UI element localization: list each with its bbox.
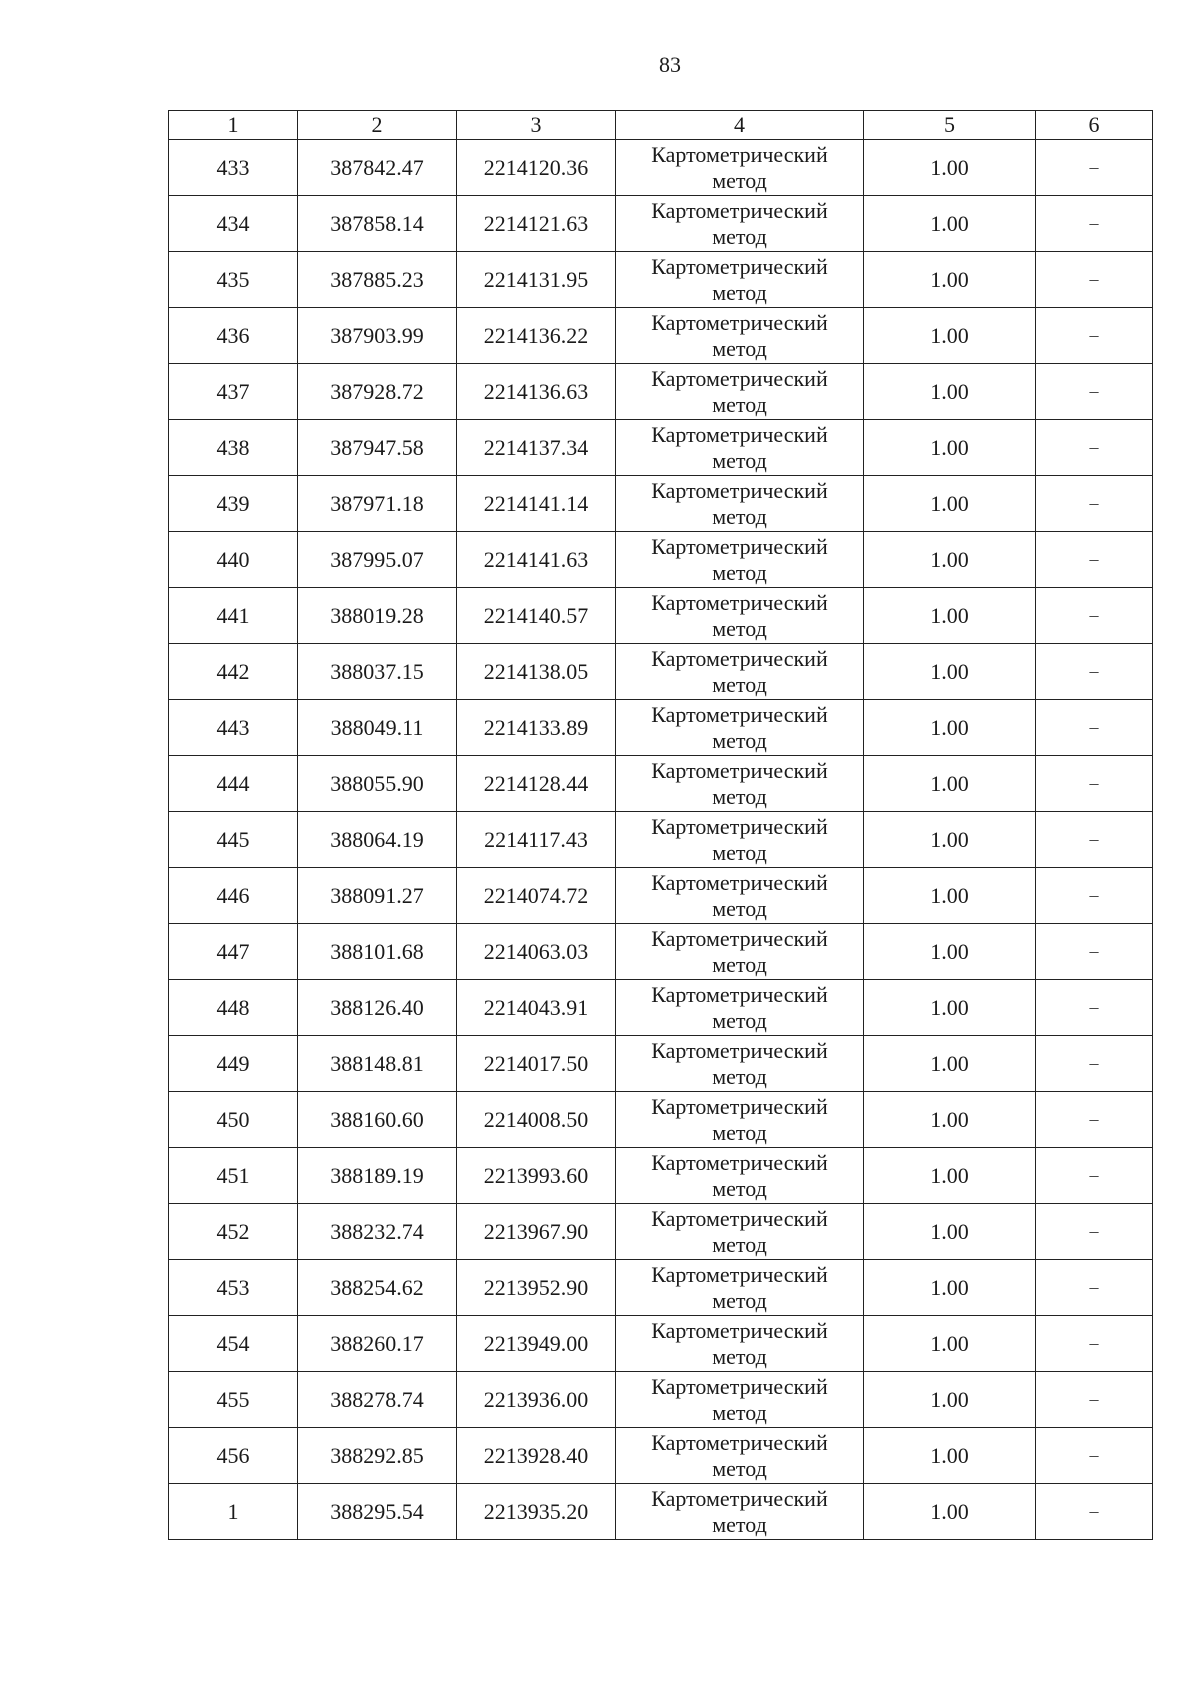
y-coordinate-cell: 2214121.63 bbox=[457, 196, 616, 252]
table-row bbox=[169, 140, 1153, 196]
note-cell: – bbox=[1036, 644, 1153, 700]
note-cell: – bbox=[1036, 1036, 1153, 1092]
table-row bbox=[169, 700, 1153, 756]
method-cell bbox=[616, 1316, 864, 1372]
method-line-2: метод bbox=[712, 895, 767, 921]
method-line-2: метод bbox=[712, 1063, 767, 1089]
note-cell: – bbox=[1036, 1260, 1153, 1316]
header-col-2: 2 bbox=[298, 111, 457, 140]
note-cell: – bbox=[1036, 364, 1153, 420]
note-cell: – bbox=[1036, 980, 1153, 1036]
note-cell: – bbox=[1036, 1484, 1153, 1540]
table-row bbox=[169, 364, 1153, 420]
point-number-cell: 441 bbox=[169, 588, 298, 644]
header-col-6: 6 bbox=[1036, 111, 1153, 140]
x-coordinate-cell: 387842.47 bbox=[298, 140, 457, 196]
x-coordinate-cell: 388292.85 bbox=[298, 1428, 457, 1484]
accuracy-cell: 1.00 bbox=[864, 588, 1036, 644]
table-row bbox=[169, 1092, 1153, 1148]
method-line-2: метод bbox=[712, 951, 767, 977]
method-line-1: Картометрический bbox=[651, 477, 828, 503]
note-cell: – bbox=[1036, 1372, 1153, 1428]
method-line-1: Картометрический bbox=[651, 1205, 828, 1231]
method-cell bbox=[616, 1148, 864, 1204]
y-coordinate-cell: 2214017.50 bbox=[457, 1036, 616, 1092]
method-line-1: Картометрический bbox=[651, 1429, 828, 1455]
y-coordinate-cell: 2213949.00 bbox=[457, 1316, 616, 1372]
point-number-cell: 456 bbox=[169, 1428, 298, 1484]
x-coordinate-cell: 388148.81 bbox=[298, 1036, 457, 1092]
method-cell bbox=[616, 1260, 864, 1316]
y-coordinate-cell: 2214063.03 bbox=[457, 924, 616, 980]
method-line-2: метод bbox=[712, 1399, 767, 1425]
method-line-1: Картометрический bbox=[651, 645, 828, 671]
method-line-1: Картометрический bbox=[651, 141, 828, 167]
header-col-4: 4 bbox=[616, 111, 864, 140]
point-number-cell: 436 bbox=[169, 308, 298, 364]
method-line-2: метод bbox=[712, 1287, 767, 1313]
coordinates-table bbox=[168, 110, 1153, 1540]
table-row bbox=[169, 476, 1153, 532]
y-coordinate-cell: 2213936.00 bbox=[457, 1372, 616, 1428]
table-row bbox=[169, 924, 1153, 980]
method-line-1: Картометрический bbox=[651, 365, 828, 391]
y-coordinate-cell: 2214136.63 bbox=[457, 364, 616, 420]
accuracy-cell: 1.00 bbox=[864, 252, 1036, 308]
x-coordinate-cell: 388091.27 bbox=[298, 868, 457, 924]
accuracy-cell: 1.00 bbox=[864, 812, 1036, 868]
point-number-cell: 440 bbox=[169, 532, 298, 588]
table-row bbox=[169, 868, 1153, 924]
method-cell bbox=[616, 1204, 864, 1260]
method-line-1: Картометрический bbox=[651, 1261, 828, 1287]
table-header bbox=[169, 111, 1153, 140]
method-cell bbox=[616, 812, 864, 868]
table-row bbox=[169, 196, 1153, 252]
y-coordinate-cell: 2214137.34 bbox=[457, 420, 616, 476]
method-cell bbox=[616, 364, 864, 420]
accuracy-cell: 1.00 bbox=[864, 1204, 1036, 1260]
table-row bbox=[169, 420, 1153, 476]
method-line-2: метод bbox=[712, 727, 767, 753]
method-cell bbox=[616, 1484, 864, 1540]
y-coordinate-cell: 2213935.20 bbox=[457, 1484, 616, 1540]
y-coordinate-cell: 2214117.43 bbox=[457, 812, 616, 868]
note-cell: – bbox=[1036, 1204, 1153, 1260]
y-coordinate-cell: 2214141.63 bbox=[457, 532, 616, 588]
y-coordinate-cell: 2214120.36 bbox=[457, 140, 616, 196]
method-line-1: Картометрический bbox=[651, 1037, 828, 1063]
method-line-2: метод bbox=[712, 615, 767, 641]
method-line-2: метод bbox=[712, 1343, 767, 1369]
note-cell: – bbox=[1036, 1148, 1153, 1204]
accuracy-cell: 1.00 bbox=[864, 700, 1036, 756]
table-row bbox=[169, 1372, 1153, 1428]
point-number-cell: 451 bbox=[169, 1148, 298, 1204]
method-line-2: метод bbox=[712, 167, 767, 193]
method-cell bbox=[616, 1092, 864, 1148]
y-coordinate-cell: 2213967.90 bbox=[457, 1204, 616, 1260]
method-cell bbox=[616, 700, 864, 756]
accuracy-cell: 1.00 bbox=[864, 308, 1036, 364]
accuracy-cell: 1.00 bbox=[864, 1372, 1036, 1428]
method-cell bbox=[616, 756, 864, 812]
y-coordinate-cell: 2214008.50 bbox=[457, 1092, 616, 1148]
method-cell bbox=[616, 308, 864, 364]
x-coordinate-cell: 387947.58 bbox=[298, 420, 457, 476]
note-cell: – bbox=[1036, 532, 1153, 588]
note-cell: – bbox=[1036, 1092, 1153, 1148]
method-line-2: метод bbox=[712, 1511, 767, 1537]
point-number-cell: 449 bbox=[169, 1036, 298, 1092]
note-cell: – bbox=[1036, 924, 1153, 980]
note-cell: – bbox=[1036, 588, 1153, 644]
x-coordinate-cell: 388189.19 bbox=[298, 1148, 457, 1204]
method-line-1: Картометрический bbox=[651, 589, 828, 615]
x-coordinate-cell: 388295.54 bbox=[298, 1484, 457, 1540]
table-row bbox=[169, 756, 1153, 812]
note-cell: – bbox=[1036, 196, 1153, 252]
method-cell bbox=[616, 532, 864, 588]
page-number: 83 bbox=[659, 52, 681, 77]
point-number-cell: 452 bbox=[169, 1204, 298, 1260]
x-coordinate-cell: 388037.15 bbox=[298, 644, 457, 700]
note-cell: – bbox=[1036, 1316, 1153, 1372]
method-line-2: метод bbox=[712, 335, 767, 361]
point-number-cell: 453 bbox=[169, 1260, 298, 1316]
y-coordinate-cell: 2214128.44 bbox=[457, 756, 616, 812]
table-body bbox=[169, 140, 1153, 1540]
accuracy-cell: 1.00 bbox=[864, 644, 1036, 700]
x-coordinate-cell: 388260.17 bbox=[298, 1316, 457, 1372]
point-number-cell: 433 bbox=[169, 140, 298, 196]
table-row bbox=[169, 532, 1153, 588]
method-line-1: Картометрический bbox=[651, 1317, 828, 1343]
point-number-cell: 446 bbox=[169, 868, 298, 924]
table-row bbox=[169, 252, 1153, 308]
x-coordinate-cell: 388278.74 bbox=[298, 1372, 457, 1428]
point-number-cell: 437 bbox=[169, 364, 298, 420]
x-coordinate-cell: 388064.19 bbox=[298, 812, 457, 868]
table-row bbox=[169, 812, 1153, 868]
accuracy-cell: 1.00 bbox=[864, 1316, 1036, 1372]
table-row bbox=[169, 308, 1153, 364]
accuracy-cell: 1.00 bbox=[864, 980, 1036, 1036]
method-cell bbox=[616, 476, 864, 532]
table-row bbox=[169, 644, 1153, 700]
point-number-cell: 439 bbox=[169, 476, 298, 532]
x-coordinate-cell: 388232.74 bbox=[298, 1204, 457, 1260]
y-coordinate-cell: 2214136.22 bbox=[457, 308, 616, 364]
table-row bbox=[169, 1260, 1153, 1316]
y-coordinate-cell: 2214133.89 bbox=[457, 700, 616, 756]
accuracy-cell: 1.00 bbox=[864, 476, 1036, 532]
method-line-1: Картометрический bbox=[651, 309, 828, 335]
y-coordinate-cell: 2214140.57 bbox=[457, 588, 616, 644]
accuracy-cell: 1.00 bbox=[864, 1092, 1036, 1148]
x-coordinate-cell: 387928.72 bbox=[298, 364, 457, 420]
point-number-cell: 450 bbox=[169, 1092, 298, 1148]
point-number-cell: 435 bbox=[169, 252, 298, 308]
note-cell: – bbox=[1036, 1428, 1153, 1484]
table-row bbox=[169, 1204, 1153, 1260]
table-row bbox=[169, 980, 1153, 1036]
accuracy-cell: 1.00 bbox=[864, 140, 1036, 196]
x-coordinate-cell: 387971.18 bbox=[298, 476, 457, 532]
method-line-2: метод bbox=[712, 1119, 767, 1145]
point-number-cell: 444 bbox=[169, 756, 298, 812]
note-cell: – bbox=[1036, 476, 1153, 532]
header-col-5: 5 bbox=[864, 111, 1036, 140]
method-line-1: Картометрический bbox=[651, 1373, 828, 1399]
note-cell: – bbox=[1036, 420, 1153, 476]
method-line-1: Картометрический bbox=[651, 421, 828, 447]
method-line-1: Картометрический bbox=[651, 197, 828, 223]
note-cell: – bbox=[1036, 756, 1153, 812]
method-cell bbox=[616, 588, 864, 644]
method-line-1: Картометрический bbox=[651, 813, 828, 839]
x-coordinate-cell: 387995.07 bbox=[298, 532, 457, 588]
y-coordinate-cell: 2214074.72 bbox=[457, 868, 616, 924]
method-line-2: метод bbox=[712, 447, 767, 473]
x-coordinate-cell: 387903.99 bbox=[298, 308, 457, 364]
x-coordinate-cell: 388101.68 bbox=[298, 924, 457, 980]
y-coordinate-cell: 2214138.05 bbox=[457, 644, 616, 700]
table-row bbox=[169, 1148, 1153, 1204]
method-line-1: Картометрический bbox=[651, 1093, 828, 1119]
method-cell bbox=[616, 196, 864, 252]
x-coordinate-cell: 388055.90 bbox=[298, 756, 457, 812]
method-line-2: метод bbox=[712, 671, 767, 697]
method-line-1: Картометрический bbox=[651, 1149, 828, 1175]
method-cell bbox=[616, 868, 864, 924]
x-coordinate-cell: 388126.40 bbox=[298, 980, 457, 1036]
note-cell: – bbox=[1036, 252, 1153, 308]
point-number-cell: 434 bbox=[169, 196, 298, 252]
method-cell bbox=[616, 1036, 864, 1092]
method-cell bbox=[616, 1372, 864, 1428]
accuracy-cell: 1.00 bbox=[864, 1148, 1036, 1204]
accuracy-cell: 1.00 bbox=[864, 1260, 1036, 1316]
method-line-1: Картометрический bbox=[651, 925, 828, 951]
method-line-2: метод bbox=[712, 503, 767, 529]
method-line-1: Картометрический bbox=[651, 869, 828, 895]
accuracy-cell: 1.00 bbox=[864, 1036, 1036, 1092]
point-number-cell: 443 bbox=[169, 700, 298, 756]
accuracy-cell: 1.00 bbox=[864, 1484, 1036, 1540]
method-cell bbox=[616, 1428, 864, 1484]
method-cell bbox=[616, 420, 864, 476]
accuracy-cell: 1.00 bbox=[864, 1428, 1036, 1484]
y-coordinate-cell: 2213952.90 bbox=[457, 1260, 616, 1316]
y-coordinate-cell: 2213928.40 bbox=[457, 1428, 616, 1484]
method-line-1: Картометрический bbox=[651, 253, 828, 279]
y-coordinate-cell: 2214043.91 bbox=[457, 980, 616, 1036]
point-number-cell: 438 bbox=[169, 420, 298, 476]
note-cell: – bbox=[1036, 868, 1153, 924]
method-line-2: метод bbox=[712, 559, 767, 585]
method-line-2: метод bbox=[712, 1231, 767, 1257]
accuracy-cell: 1.00 bbox=[864, 196, 1036, 252]
method-line-2: метод bbox=[712, 279, 767, 305]
method-line-1: Картометрический bbox=[651, 981, 828, 1007]
note-cell: – bbox=[1036, 812, 1153, 868]
x-coordinate-cell: 388254.62 bbox=[298, 1260, 457, 1316]
x-coordinate-cell: 387858.14 bbox=[298, 196, 457, 252]
accuracy-cell: 1.00 bbox=[864, 532, 1036, 588]
y-coordinate-cell: 2213993.60 bbox=[457, 1148, 616, 1204]
x-coordinate-cell: 388160.60 bbox=[298, 1092, 457, 1148]
table-row bbox=[169, 1316, 1153, 1372]
note-cell: – bbox=[1036, 700, 1153, 756]
accuracy-cell: 1.00 bbox=[864, 756, 1036, 812]
method-line-2: метод bbox=[712, 1007, 767, 1033]
method-cell bbox=[616, 140, 864, 196]
table-row bbox=[169, 1484, 1153, 1540]
point-number-cell: 1 bbox=[169, 1484, 298, 1540]
point-number-cell: 445 bbox=[169, 812, 298, 868]
method-line-1: Картометрический bbox=[651, 533, 828, 559]
x-coordinate-cell: 387885.23 bbox=[298, 252, 457, 308]
method-line-2: метод bbox=[712, 783, 767, 809]
point-number-cell: 447 bbox=[169, 924, 298, 980]
table-row bbox=[169, 588, 1153, 644]
method-line-2: метод bbox=[712, 1175, 767, 1201]
accuracy-cell: 1.00 bbox=[864, 364, 1036, 420]
method-line-2: метод bbox=[712, 223, 767, 249]
note-cell: – bbox=[1036, 308, 1153, 364]
point-number-cell: 455 bbox=[169, 1372, 298, 1428]
y-coordinate-cell: 2214141.14 bbox=[457, 476, 616, 532]
x-coordinate-cell: 388019.28 bbox=[298, 588, 457, 644]
method-cell bbox=[616, 980, 864, 1036]
method-cell bbox=[616, 644, 864, 700]
accuracy-cell: 1.00 bbox=[864, 420, 1036, 476]
accuracy-cell: 1.00 bbox=[864, 924, 1036, 980]
point-number-cell: 448 bbox=[169, 980, 298, 1036]
method-line-1: Картометрический bbox=[651, 1485, 828, 1511]
header-col-3: 3 bbox=[457, 111, 616, 140]
method-cell bbox=[616, 252, 864, 308]
y-coordinate-cell: 2214131.95 bbox=[457, 252, 616, 308]
header-col-1: 1 bbox=[169, 111, 298, 140]
method-line-1: Картометрический bbox=[651, 757, 828, 783]
point-number-cell: 454 bbox=[169, 1316, 298, 1372]
point-number-cell: 442 bbox=[169, 644, 298, 700]
note-cell: – bbox=[1036, 140, 1153, 196]
method-cell bbox=[616, 924, 864, 980]
table-row bbox=[169, 1428, 1153, 1484]
header-row bbox=[169, 111, 1153, 140]
table-row bbox=[169, 1036, 1153, 1092]
method-line-1: Картометрический bbox=[651, 701, 828, 727]
x-coordinate-cell: 388049.11 bbox=[298, 700, 457, 756]
method-line-2: метод bbox=[712, 1455, 767, 1481]
accuracy-cell: 1.00 bbox=[864, 868, 1036, 924]
method-line-2: метод bbox=[712, 839, 767, 865]
method-line-2: метод bbox=[712, 391, 767, 417]
